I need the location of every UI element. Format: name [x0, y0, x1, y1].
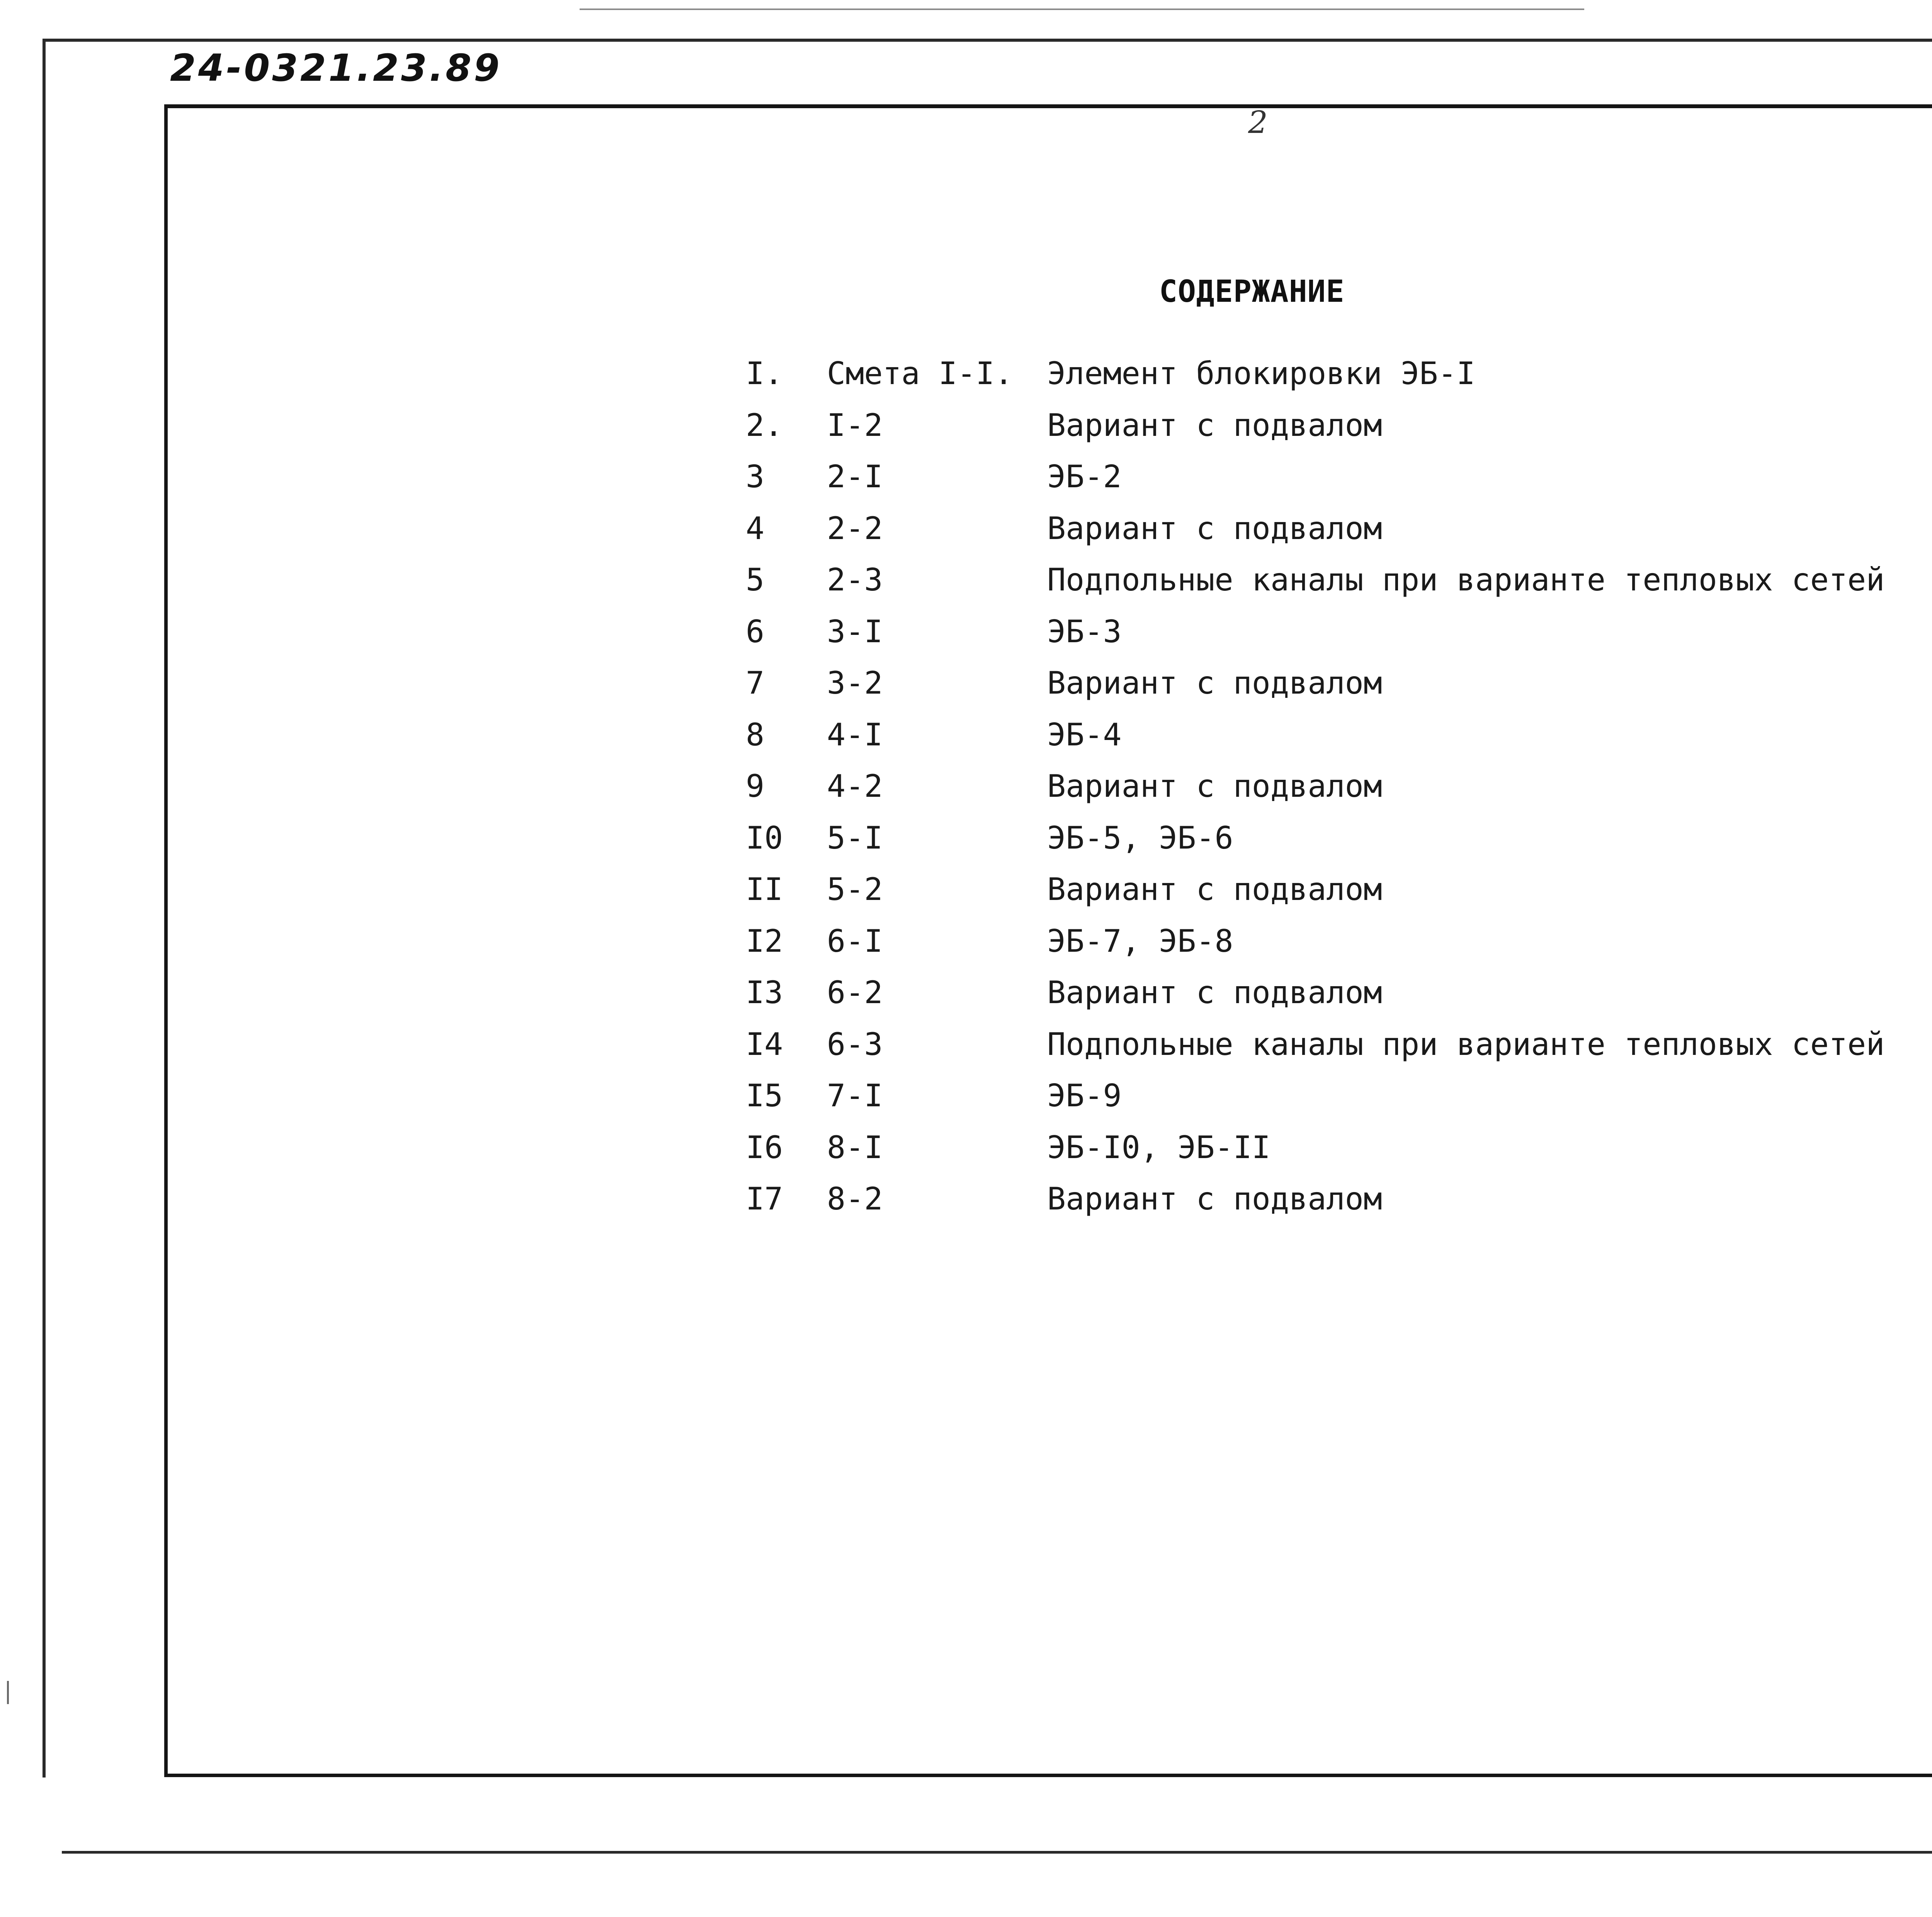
toc-item-code: 6-3 — [827, 1026, 883, 1062]
toc-item-name: Подпольные каналы при варианте тепловых сетей — [1047, 562, 1885, 598]
toc-item-name: Вариант с подвалом — [1047, 407, 1382, 443]
toc-row — [746, 657, 1932, 709]
toc-row — [746, 503, 1932, 555]
toc-item-code: I-2 — [827, 407, 883, 443]
toc-item-name: Вариант с подвалом — [1047, 975, 1382, 1010]
toc-item-number: I4 — [746, 1026, 783, 1062]
toc-item-number: 2. — [746, 407, 783, 443]
toc-item-number: 9 — [746, 768, 765, 804]
toc-item-number: 5 — [746, 562, 765, 598]
toc-row — [746, 400, 1932, 451]
toc-item-name: Элемент блокировки ЭБ-I — [1047, 356, 1475, 391]
toc-row — [746, 348, 1932, 400]
toc-item-code: 2-3 — [827, 562, 883, 598]
toc-item-code: 5-I — [827, 820, 883, 856]
scan-speck — [7, 1681, 9, 1704]
toc-item-name: ЭБ-5, ЭБ-6 — [1047, 820, 1233, 856]
toc-item-name: ЭБ-9 — [1047, 1078, 1122, 1114]
toc-item-code: 8-2 — [827, 1181, 883, 1217]
toc-row — [746, 1122, 1932, 1174]
toc-row — [746, 709, 1932, 761]
toc-row — [746, 1173, 1932, 1225]
document-code: 24-0321.23.89 — [170, 46, 502, 90]
toc-item-number: I2 — [746, 923, 783, 959]
toc-item-number: I0 — [746, 820, 783, 856]
toc-item-name: Подпольные каналы при варианте тепловых сетей — [1047, 1026, 1885, 1062]
toc-item-code: 2-2 — [827, 510, 883, 546]
toc-item-name: ЭБ-3 — [1047, 613, 1122, 650]
toc-row — [746, 915, 1932, 967]
scan-edge-line — [580, 9, 1584, 10]
toc-item-name: ЭБ-2 — [1047, 459, 1122, 495]
toc-item-number: 4 — [746, 510, 765, 546]
toc-item-code: 5-2 — [827, 871, 883, 907]
toc-item-code: 3-I — [827, 613, 883, 650]
toc-row — [746, 812, 1932, 864]
sheet-edge-left — [43, 39, 46, 1778]
toc-row — [746, 864, 1932, 915]
toc-item-name: Вариант с подвалом — [1047, 871, 1382, 907]
toc-row — [746, 1019, 1932, 1070]
toc-item-number: 8 — [746, 716, 765, 753]
toc-row — [746, 760, 1932, 812]
toc-item-number: II — [746, 871, 783, 907]
toc-item-code: 4-I — [827, 716, 883, 753]
toc-item-name: Вариант с подвалом — [1047, 665, 1382, 701]
page-number: 2 — [1248, 104, 1268, 140]
toc-item-number: I. — [746, 356, 783, 391]
toc-item-name: Вариант с подвалом — [1047, 768, 1382, 804]
toc-item-name: ЭБ-I0, ЭБ-II — [1047, 1129, 1270, 1165]
toc-item-name: Вариант с подвалом — [1047, 1181, 1382, 1217]
toc-item-number: I3 — [746, 975, 783, 1010]
toc-item-name: ЭБ-7, ЭБ-8 — [1047, 923, 1233, 959]
page-title: СОДЕРЖАНИЕ — [1159, 274, 1345, 309]
toc-row — [746, 967, 1932, 1019]
table-of-contents — [746, 348, 1932, 1225]
toc-item-number: 6 — [746, 613, 765, 650]
toc-item-code: Смета I-I. — [827, 356, 1013, 391]
toc-item-name: Вариант с подвалом — [1047, 510, 1382, 546]
toc-item-name: ЭБ-4 — [1047, 716, 1122, 753]
toc-row — [746, 451, 1932, 503]
toc-row — [746, 554, 1932, 606]
sheet-edge-bottom — [62, 1851, 1932, 1854]
toc-item-code: 6-I — [827, 923, 883, 959]
toc-item-number: I5 — [746, 1078, 783, 1114]
toc-item-code: 8-I — [827, 1129, 883, 1165]
toc-item-number: I7 — [746, 1181, 783, 1217]
toc-item-number: 3 — [746, 459, 765, 495]
toc-item-number: I6 — [746, 1129, 783, 1165]
toc-row — [746, 1070, 1932, 1122]
toc-item-code: 6-2 — [827, 975, 883, 1010]
toc-row — [746, 606, 1932, 658]
toc-item-code: 7-I — [827, 1078, 883, 1114]
toc-item-code: 4-2 — [827, 768, 883, 804]
toc-item-code: 2-I — [827, 459, 883, 495]
toc-item-number: 7 — [746, 665, 765, 701]
toc-item-code: 3-2 — [827, 665, 883, 701]
sheet-edge-top — [43, 39, 1932, 42]
